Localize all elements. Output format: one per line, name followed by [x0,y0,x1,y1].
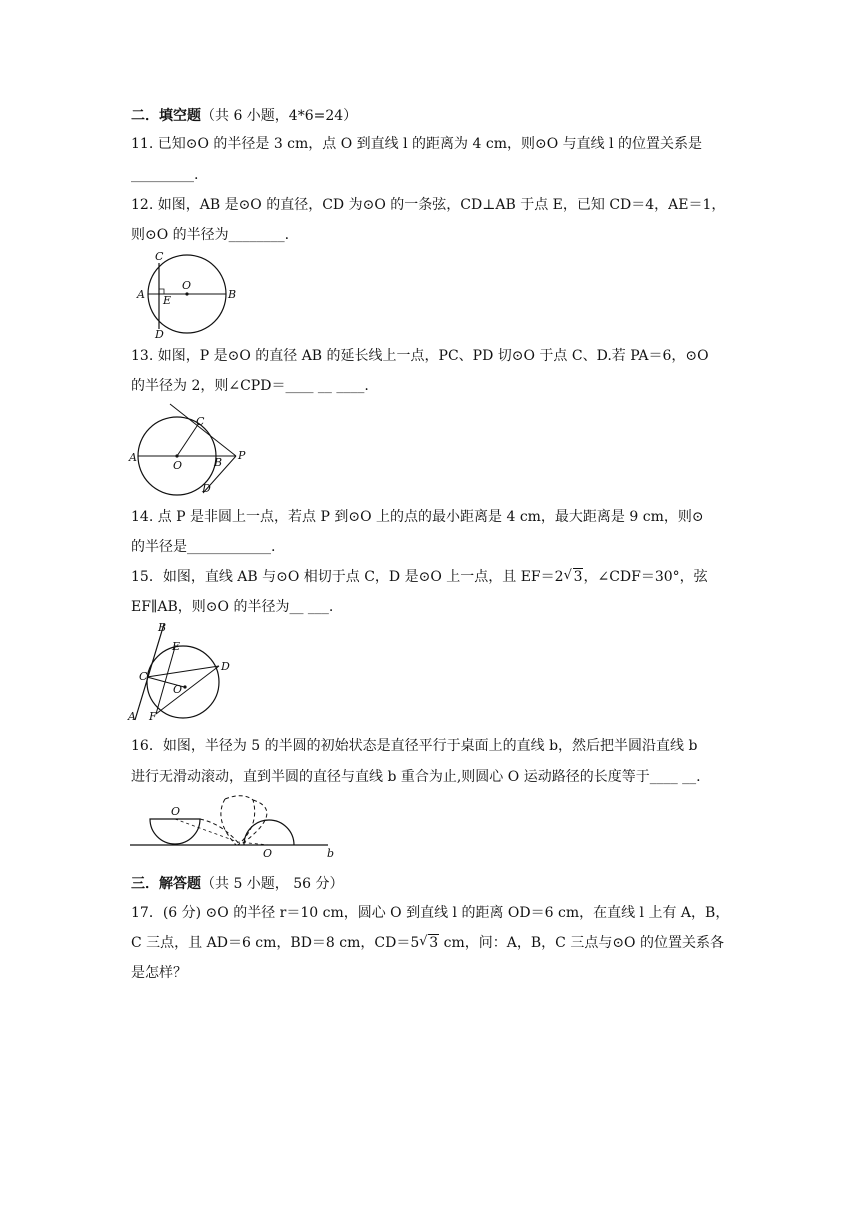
q15-label-e: E [172,640,181,653]
q16-line-2: 进行无滑动滚动，直到半圆的直径与直线 b 重合为止,则圆心 O 运动路径的长度等于____ __. [131,769,701,785]
q13-tangent-pc [170,404,236,456]
q17-line-2 [131,934,724,952]
q17-line-1: 17．(6 分) ⊙O 的半径 r＝10 cm，圆心 O 到直线 l 的距离 OD＝6 cm，在直线 l 上有 A，B， [131,905,730,921]
section-3-title: 解答题 [159,876,201,892]
q14-line-1: 14. 点 P 是非圆上一点，若点 P 到⊙O 上的点的最小距离是 4 cm，最大距离是 9 cm，则⊙ [131,509,704,525]
q15-label-d: D [221,660,230,673]
q12-line-1: 12. 如图，AB 是⊙O 的直径，CD 为⊙O 的一条弦，CD⊥AB 于点 E，已知 CD＝4，AE＝1， [131,197,726,213]
section-2-title: 填空题 [159,108,201,124]
q13-line-2: 的半径为 2，则∠CPD＝____ __ ____. [131,378,369,394]
section-3-heading [131,875,344,893]
q11-line-1: 11. 已知⊙O 的半径是 3 cm，点 O 到直线 l 的距离为 4 cm，则⊙O 与直线 l 的位置关系是 [131,136,703,152]
q12-figure [130,250,250,340]
q15-line-1 [131,568,708,586]
q15-chord-cd [147,666,219,677]
section-2-heading [131,107,357,125]
q12-label-e: E [163,294,172,307]
q16-figure [128,790,348,860]
q13-label-o: O [173,459,183,472]
q15-center-dot [183,685,186,688]
q13-label-a: A [129,451,137,464]
q11-line-2: _________. [131,167,199,183]
q14-line-2: 的半径是____________. [131,539,276,555]
q15-sqrt [564,568,584,586]
q15-figure [128,620,238,725]
q15-line-1-start: 15．如图，直线 AB 与⊙O 相切于点 C，D 是⊙O 上一点，且 EF＝2 [131,569,564,585]
q13-label-c: C [196,415,205,428]
q15-line-2: EF∥AB，则⊙O 的半径为__ ___. [131,599,334,615]
q16-initial-semicircle [150,819,200,844]
section-2-note: （共 6 小题，4*6=24） [201,108,358,124]
q16-label-b: b [327,847,335,860]
q15-radicand: 3 [573,569,583,585]
q15-label-a: A [128,710,136,723]
q12-label-o: O [182,279,192,292]
q12-label-c: C [155,250,164,263]
q12-label-b: B [228,288,237,301]
q12-label-d: D [155,328,164,341]
q12-line-2: 则⊙O 的半径为________. [131,227,290,243]
q17-line-3: 是怎样？ [131,965,187,981]
q13-label-b: B [214,456,223,469]
section-3-note: （共 5 小题， 56 分） [201,876,344,892]
q12-label-a: A [137,288,145,301]
q16-final-semicircle [244,820,294,845]
q13-figure [128,400,258,500]
q13-center-dot [175,454,178,457]
q16-rolling-dashed-1 [200,819,240,845]
q15-line-1-end: ，∠CDF＝30°，弦 [583,569,708,585]
q15-label-b: B [158,621,167,634]
q17-line-2-end: cm，问：A，B，C 三点与⊙O 的位置关系各 [439,935,724,951]
section-3-number: 三． [131,876,159,892]
q15-label-o: O [173,683,183,696]
q16-line-1: 16．如图，半径为 5 的半圆的初始状态是直径平行于桌面上的直线 b，然后把半圆沿直线 b [131,738,698,754]
q12-center-dot [185,292,188,295]
q16-label-o-start: O [171,805,181,818]
section-2-number: 二． [131,108,159,124]
q17-line-2-start: C 三点，且 AD＝6 cm，BD＝8 cm，CD＝5 [131,935,420,951]
q16-label-o-end: O [263,847,273,860]
q15-label-c: C [139,670,148,683]
q15-label-f: F [149,710,157,723]
q17-sqrt [419,934,439,952]
q17-radicand: 3 [429,935,439,951]
q13-line-1: 13. 如图，P 是⊙O 的直径 AB 的延长线上一点，PC、PD 切⊙O 于点 C、D.若 PA＝6，⊙O [131,348,709,364]
q13-label-p: P [238,449,246,462]
q13-label-d: D [202,482,211,495]
